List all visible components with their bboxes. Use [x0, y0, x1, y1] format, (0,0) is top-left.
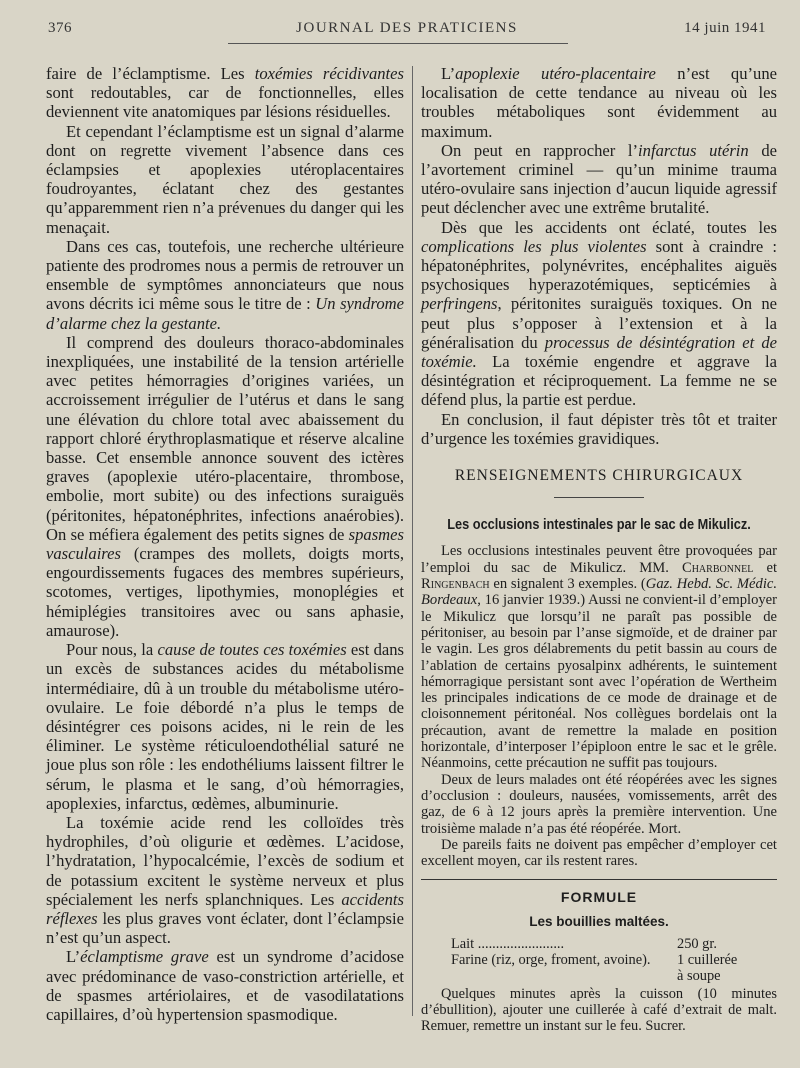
right-column — [421, 64, 777, 1035]
left-column — [46, 64, 404, 1024]
paragraph: Dès que les accidents ont éclaté, toutes les complications les plus violentes sont à craindre : hépatonéphrites, polynévrites, encéphalites aiguës psychosiques hyperazotémiques, septicémies à perfringens, péritonites suraiguës toxiques. On ne peut plus s’opposer à l’extension et à la généralisation du processus de désintégration et de toxémie. La toxémie engendre et aggrave la désintégration et réciproquement. La femme ne se défend plus, la partie est perdue. — [421, 217, 777, 410]
paragraph: Les occlusions intestinales peuvent être provoquées par l’emploi du sac de Mikulicz. MM. Charbonnel et Ringenbach en signalent 3 exemples. (Gaz. Hebd. Sc. Médic. Bordeaux, 16 janvier 1939.) Aussi ne convient-il d’employer le Mikulicz que lorsqu’il ne paraît pas possible de péritoniser, au besoin par l’anse sigmoïde, et de drainer par le vagin. Les gros délabrements du petit bassin au cours de l’ablation de certains pyosalpinx adhérents, le suintement hémorragique persistant sont avec l’opération de Wertheim les principales indications de ce mode de drainage et de cloisonnement péritonéal. Nos collègues bordelais ont la précaution, avant de remettre la malade en position horizontale, d’interposer l’épiploon entre le sac et le grêle. Néanmoins, cette précaution ne suffit pas toujours. — [421, 543, 778, 772]
paragraph: En conclusion, il faut dépister très tôt et traiter d’urgence les toxémies gravidiques. — [421, 409, 777, 448]
section-title: RENSEIGNEMENTS CHIRURGICAUX — [454, 467, 744, 485]
paragraph: On peut en rapprocher l’infarctus utérin de l’avortement criminel — qu’un minime traumа utéro-ovulaire sans injection d’aucun liquide agressif peut déclencher avec une extrême brutalité. — [421, 140, 777, 218]
article-title: Les occlusions intestinales par le sac de Mikulicz. — [447, 517, 751, 534]
paragraph: faire de l’éclamptisme. Les toxémies récidivantes sont redoutables, car de fonctionnelles, elles deviennent vite anatomiques par lésions résiduelles. — [46, 64, 404, 122]
formula-box — [421, 879, 777, 1034]
article-body — [421, 543, 777, 869]
header-rule — [228, 43, 568, 44]
issue-date: 14 juin 1941 — [684, 20, 766, 36]
paragraph: L’éclamptisme grave est un syndrome d’acidose avec prédominance de vaso-constriction artérielle, et de spasmes artériolaires, et de vasodilatations capillaires, d’où hypertension spasmodique. — [46, 947, 404, 1024]
ingredient-name: Lait ........................ — [451, 935, 565, 952]
journal-title: JOURNAL DES PRATICIENS — [296, 20, 518, 36]
paragraph: Il comprend des douleurs thoraco-abdominales inexpliquées, une instabilité de la tension artérielle avec petites hémorragies d’origines variées, un accroissement irrégulier de l’utérus et dans le sang une élévation du chlore total avec abaissement du rapport chloré érythroplasmatique et réserve alcaline basse. Cet ensemble annonce souvent des ictères graves (apoplexie utéro-placentaire, thrombose, embolie, mort subite) ou des infections suraiguës (péritonites, hépatonéphrites, infections anaérobies). On se méfiera également des petits signes de spasmes vasculaires (crampes des mollets, doigts morts, engourdissements fugaces des membres supérieurs, scotomes, vertiges, lipothymies, monoplégies et hémiplégies transitoires avec ou sans aphasie, amaurose). — [46, 332, 404, 640]
page-number: 376 — [48, 20, 72, 36]
page-header — [48, 20, 766, 42]
formula-subtitle: Les bouillies maltées. — [529, 913, 669, 929]
paragraph: La toxémie acide rend les colloïdes très hydrophiles, d’où oligurie et œdèmes. L’acidose, l’hydratation, l’hypocalcémie, l’excès de sodium et de potassium excitent le système nerveux et plus spécialement les nerfs splanchniques. Les accidents réflexes les plus graves vont éclater, dont l’éclampsie n’est qu’un aspect. — [46, 812, 404, 948]
paragraph: Pour nous, la cause de toutes ces toxémies est dans un excès de substances acides du métabolisme intermédiaire, dû à un trouble du métabolisme utéro-ovulaire. Le foie débordé n’a plus le temps de désintégrer ces poisons acides, ni le rein de les éliminer. Le système réticuloendothélial saturé ne joue plus son rôle : les endothéliums laissent filtrer le sérum, le plasma et le sang, d’où hémorragies, apoplexies, infarctus, œdèmes, albuminurie. — [46, 640, 404, 813]
ingredient-row — [421, 951, 777, 967]
ingredient-quantity: 250 gr. — [677, 935, 717, 952]
paragraph: De pareils faits ne doivent pas empêcher d’employer cet excellent moyen, car ils restent rares. — [421, 836, 777, 870]
paragraph: Et cependant l’éclamptisme est un signal d’alarme dont on regrette vivement l’absence dans ces éclampsies et apoplexies utéroplacentaires foudroyantes, éclatant chez des gestantes qu’apparemment rien n’a prévenues du danger qui les menaçait. — [46, 121, 404, 237]
paragraph: Dans ces cas, toutefois, une recherche ultérieure patiente des prodromes nous a permis de retrouver un ensemble de symptômes annonciateurs que nous avons décrits ici même sous le titre de : Un syndrome d’alarme chez la gestante. — [46, 236, 404, 333]
ingredient-quantity: 1 cuillerée — [677, 952, 738, 969]
column-divider — [412, 66, 413, 1016]
ingredient-row — [421, 967, 777, 983]
ingredient-name: Farine (riz, orge, froment, avoine). — [451, 952, 651, 969]
paragraph: L’apoplexie utéro-placentaire n’est qu’une localisation de cette tendance au niveau où les troubles métaboliques sont évidemment au maximum. — [421, 64, 778, 141]
ingredient-row — [421, 935, 777, 951]
ingredient-quantity: à soupe — [677, 968, 721, 985]
paragraph: Deux de leurs malades ont été réopérées avec les signes d’occlusion : douleurs, nausées, vomissements, arrêt des gaz, de 6 à 12 jours après la première intervention. Une troisième malade n’a pas été réopérée. Mort. — [421, 771, 777, 837]
formula-instructions: Quelques minutes après la cuisson (10 minutes d’ébullition), ajouter une cuillerée à café d’extrait de malt. Remuer, remettre un instant sur le feu. Sucrer. — [421, 985, 777, 1035]
formula-title: FORMULE — [560, 889, 638, 906]
section-rule — [554, 497, 644, 498]
